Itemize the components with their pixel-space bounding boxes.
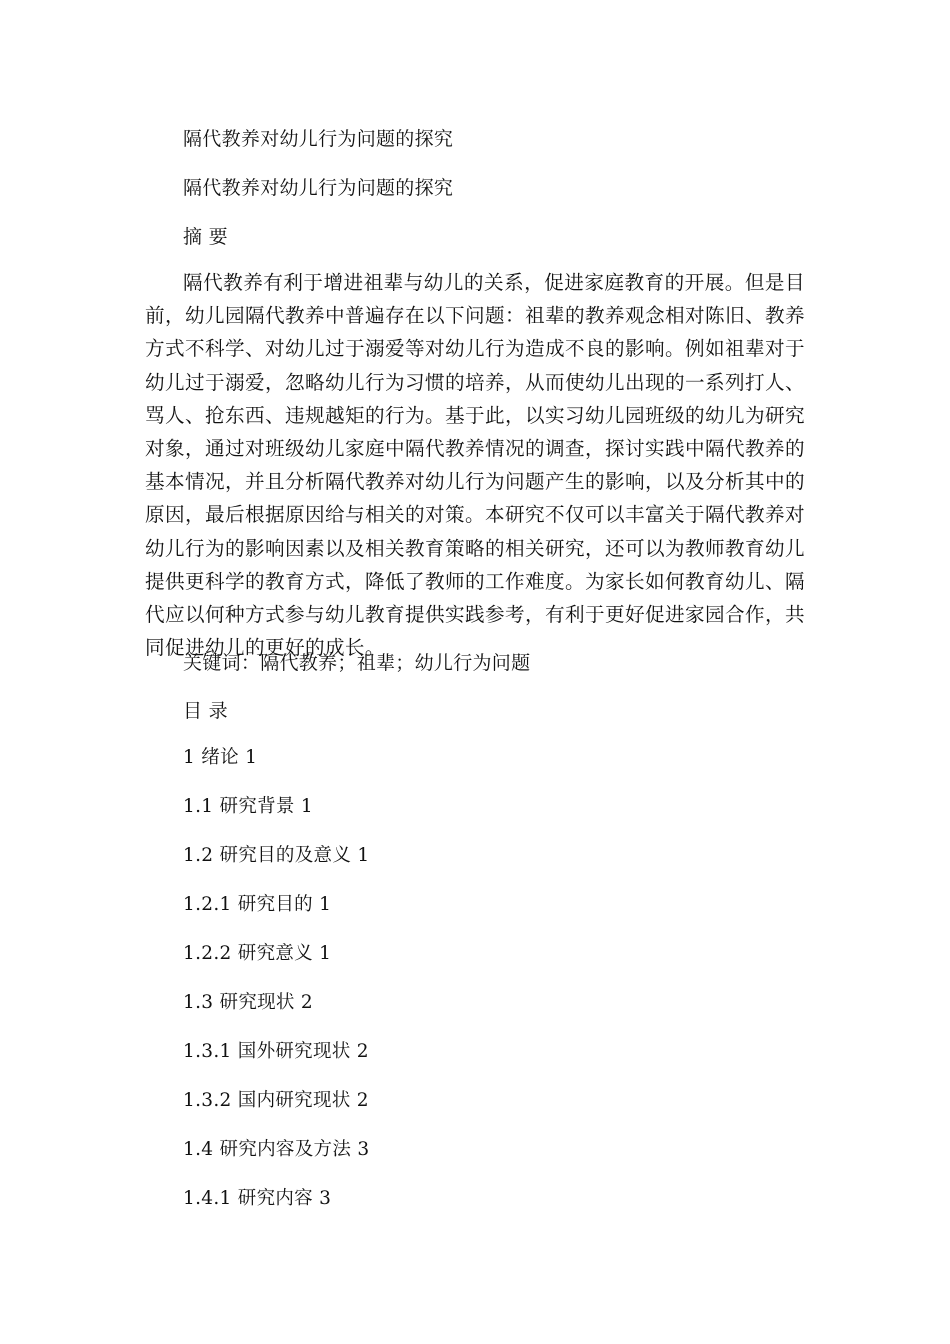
toc-item-number: 1.4.1 bbox=[183, 1188, 232, 1209]
toc-item-title: 国外研究现状 bbox=[237, 1041, 351, 1062]
toc-item-title: 研究内容 bbox=[237, 1188, 313, 1209]
toc-item bbox=[183, 745, 369, 794]
toc-item-title: 研究意义 bbox=[237, 943, 313, 964]
toc-item-page: 1 bbox=[357, 845, 370, 866]
document-subtitle: 隔代教养对幼儿行为问题的探究 bbox=[183, 177, 454, 199]
toc-item-title: 研究目的及意义 bbox=[219, 845, 352, 866]
toc-item bbox=[183, 941, 369, 990]
toc-heading: 目 录 bbox=[183, 700, 228, 722]
toc-item bbox=[183, 794, 369, 843]
toc-item-page: 3 bbox=[319, 1188, 332, 1209]
toc-item bbox=[183, 1088, 369, 1137]
toc-item bbox=[183, 1137, 369, 1186]
toc-item-title: 绪论 bbox=[201, 747, 239, 768]
toc-item-page: 2 bbox=[356, 1090, 369, 1111]
abstract-heading: 摘 要 bbox=[183, 226, 228, 248]
toc-item bbox=[183, 892, 369, 941]
toc-item-page: 1 bbox=[319, 943, 332, 964]
toc-item bbox=[183, 990, 369, 1039]
toc-item-number: 1.3.2 bbox=[183, 1090, 232, 1111]
toc-item-page: 2 bbox=[300, 992, 313, 1013]
toc-item-title: 研究背景 bbox=[219, 796, 295, 817]
toc-item-number: 1 bbox=[183, 747, 196, 768]
toc-item bbox=[183, 1186, 369, 1235]
keywords-line: 关键词：隔代教养；祖辈；幼儿行为问题 bbox=[183, 652, 531, 674]
toc-item-number: 1.2 bbox=[183, 845, 214, 866]
toc-item-number: 1.1 bbox=[183, 796, 214, 817]
toc-item-number: 1.4 bbox=[183, 1139, 214, 1160]
toc-item-number: 1.2.1 bbox=[183, 894, 232, 915]
toc-item-title: 研究目的 bbox=[237, 894, 313, 915]
toc-item bbox=[183, 843, 369, 892]
toc-item-page: 1 bbox=[300, 796, 313, 817]
abstract-body: 隔代教养有利于增进祖辈与幼儿的关系，促进家庭教育的开展。但是目前，幼儿园隔代教养中普遍存在以下问题：祖辈的教养观念相对陈旧、教养方式不科学、对幼儿过于溺爱等对幼儿行为造成不良的影响。例如祖辈对于幼儿过于溺爱，忽略幼儿行为习惯的培养，从而使幼儿出现的一系列打人、骂人、抢东西、违规越矩的行为。基于此，以实习幼儿园班级的幼儿为研究对象，通过对班级幼儿家庭中隔代教养情况的调查，探讨实践中隔代教养的基本情况，并且分析隔代教养对幼儿行为问题产生的影响，以及分析其中的原因，最后根据原因给与相关的对策。本研究不仅可以丰富关于隔代教养对幼儿行为的影响因素以及相关教育策略的相关研究，还可以为教师教育幼儿提供更科学的教育方式，降低了教师的工作难度。为家长如何教育幼儿、隔代应以何种方式参与幼儿教育提供实践参考，有利于更好促进家园合作，共同促进幼儿的更好的成长。 bbox=[145, 271, 805, 660]
document-title: 隔代教养对幼儿行为问题的探究 bbox=[183, 128, 454, 150]
toc-item-number: 1.3.1 bbox=[183, 1041, 232, 1062]
toc-item-page: 1 bbox=[245, 747, 258, 768]
toc-item-number: 1.2.2 bbox=[183, 943, 232, 964]
toc-item-title: 研究内容及方法 bbox=[219, 1139, 352, 1160]
toc-item-page: 2 bbox=[356, 1041, 369, 1062]
table-of-contents bbox=[183, 745, 369, 1235]
toc-item bbox=[183, 1039, 369, 1088]
toc-item-page: 1 bbox=[319, 894, 332, 915]
toc-item-title: 国内研究现状 bbox=[237, 1090, 351, 1111]
toc-item-title: 研究现状 bbox=[219, 992, 295, 1013]
toc-item-page: 3 bbox=[357, 1139, 370, 1160]
toc-item-number: 1.3 bbox=[183, 992, 214, 1013]
